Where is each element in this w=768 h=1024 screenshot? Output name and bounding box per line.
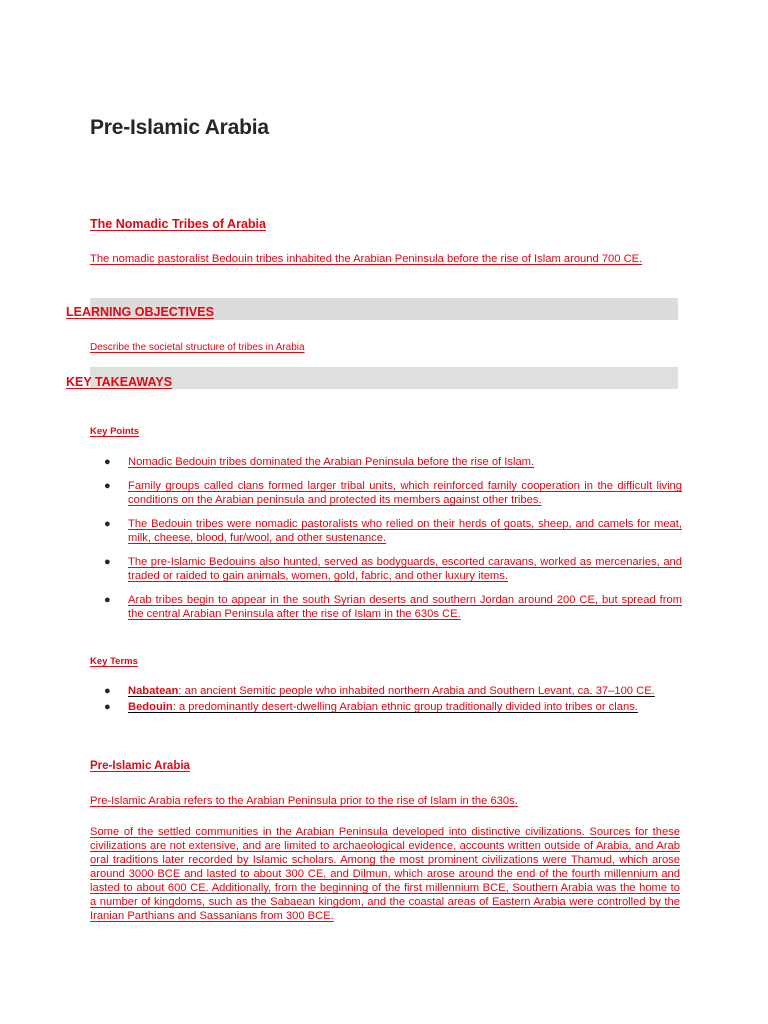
key-takeaways-band	[90, 367, 678, 389]
key-term-definition: : an ancient Semitic people who inhabited northern Arabia and Southern Levant, ca. 37–100 CE.	[178, 685, 655, 697]
key-point-text[interactable]: The pre-Islamic Bedouins also hunted, served as bodyguards, escorted caravans, worked as mercenaries, and traded or raided to gain animals, women, gold, fabric, and other luxury items.	[128, 556, 682, 582]
list-item	[90, 517, 682, 545]
key-points-list	[90, 455, 682, 631]
page-title: Pre-Islamic Arabia	[90, 116, 269, 139]
bullet-icon: ●	[104, 594, 111, 606]
key-point-text[interactable]: Nomadic Bedouin tribes dominated the Arabian Peninsula before the rise of Islam.	[128, 456, 535, 468]
list-item	[90, 555, 682, 583]
key-term-entry[interactable]	[128, 685, 655, 697]
section-heading[interactable]: The Nomadic Tribes of Arabia	[90, 217, 266, 231]
bullet-icon: ●	[104, 556, 111, 568]
key-term-name: Bedouin	[128, 701, 173, 713]
list-item	[90, 479, 682, 507]
bullet-icon: ●	[104, 701, 111, 713]
key-point-text[interactable]: Arab tribes begin to appear in the south Syrian deserts and southern Jordan around 200 CE, but spread from the central Arabian Peninsula after the rise of Islam in the 630s CE.	[128, 594, 682, 620]
key-terms-list	[90, 684, 682, 716]
bullet-icon: ●	[104, 480, 111, 492]
bullet-icon: ●	[104, 456, 111, 468]
list-item	[90, 593, 682, 621]
key-terms-label[interactable]: Key Terms	[90, 656, 138, 667]
paragraph-1[interactable]: Pre-Islamic Arabia refers to the Arabian Peninsula prior to the rise of Islam in the 630s.	[90, 795, 518, 807]
key-takeaways-label[interactable]: KEY TAKEAWAYS	[66, 375, 173, 389]
subsection-heading[interactable]: Pre-Islamic Arabia	[90, 760, 190, 772]
list-item	[90, 700, 682, 714]
learning-objectives-label[interactable]: LEARNING OBJECTIVES	[66, 305, 214, 319]
key-point-text[interactable]: The Bedouin tribes were nomadic pastoralists who relied on their herds of goats, sheep, and camels for meat, milk, cheese, blood, fur/wool, and other sustenance.	[128, 518, 682, 544]
key-term-entry[interactable]	[128, 701, 638, 713]
intro-paragraph[interactable]: The nomadic pastoralist Bedouin tribes inhabited the Arabian Peninsula before the rise of Islam around 700 CE.	[90, 253, 643, 265]
learning-objective-text[interactable]: Describe the societal structure of tribes in Arabia	[90, 342, 305, 353]
list-item	[90, 455, 682, 469]
key-points-label[interactable]: Key Points	[90, 426, 140, 437]
bullet-icon: ●	[104, 518, 111, 530]
list-item	[90, 684, 682, 698]
bullet-icon: ●	[104, 685, 111, 697]
key-term-definition: : a predominantly desert-dwelling Arabian ethnic group traditionally divided into tribes or clans.	[172, 701, 638, 713]
key-point-text[interactable]: Family groups called clans formed larger tribal units, which reinforced family cooperation in the difficult living conditions on the Arabian peninsula and protected its members against other tribes.	[128, 480, 682, 506]
key-term-name: Nabatean	[128, 685, 179, 697]
paragraph-2[interactable]: Some of the settled communities in the Arabian Peninsula developed into distinctive civilizations. Sources for these civilizations are not extensive, and are limited to archaeological evidence, accounts written outside of Arabia, and Arab oral traditions later recorded by Islamic scholars. Among the most prominent civilizations were Thamud, which arose around 3000 BCE and lasted to about 300 CE, and Dilmun, which arose around the end of the fourth millennium and lasted to about 600 CE. Additionally, from the beginning of the first millennium BCE, Southern Arabia was the home to a number of kingdoms, such as the Sabaean kingdom, and the coastal areas of Eastern Arabia were controlled by the Iranian Parthians and Sassanians from 300 BCE.	[90, 826, 680, 922]
